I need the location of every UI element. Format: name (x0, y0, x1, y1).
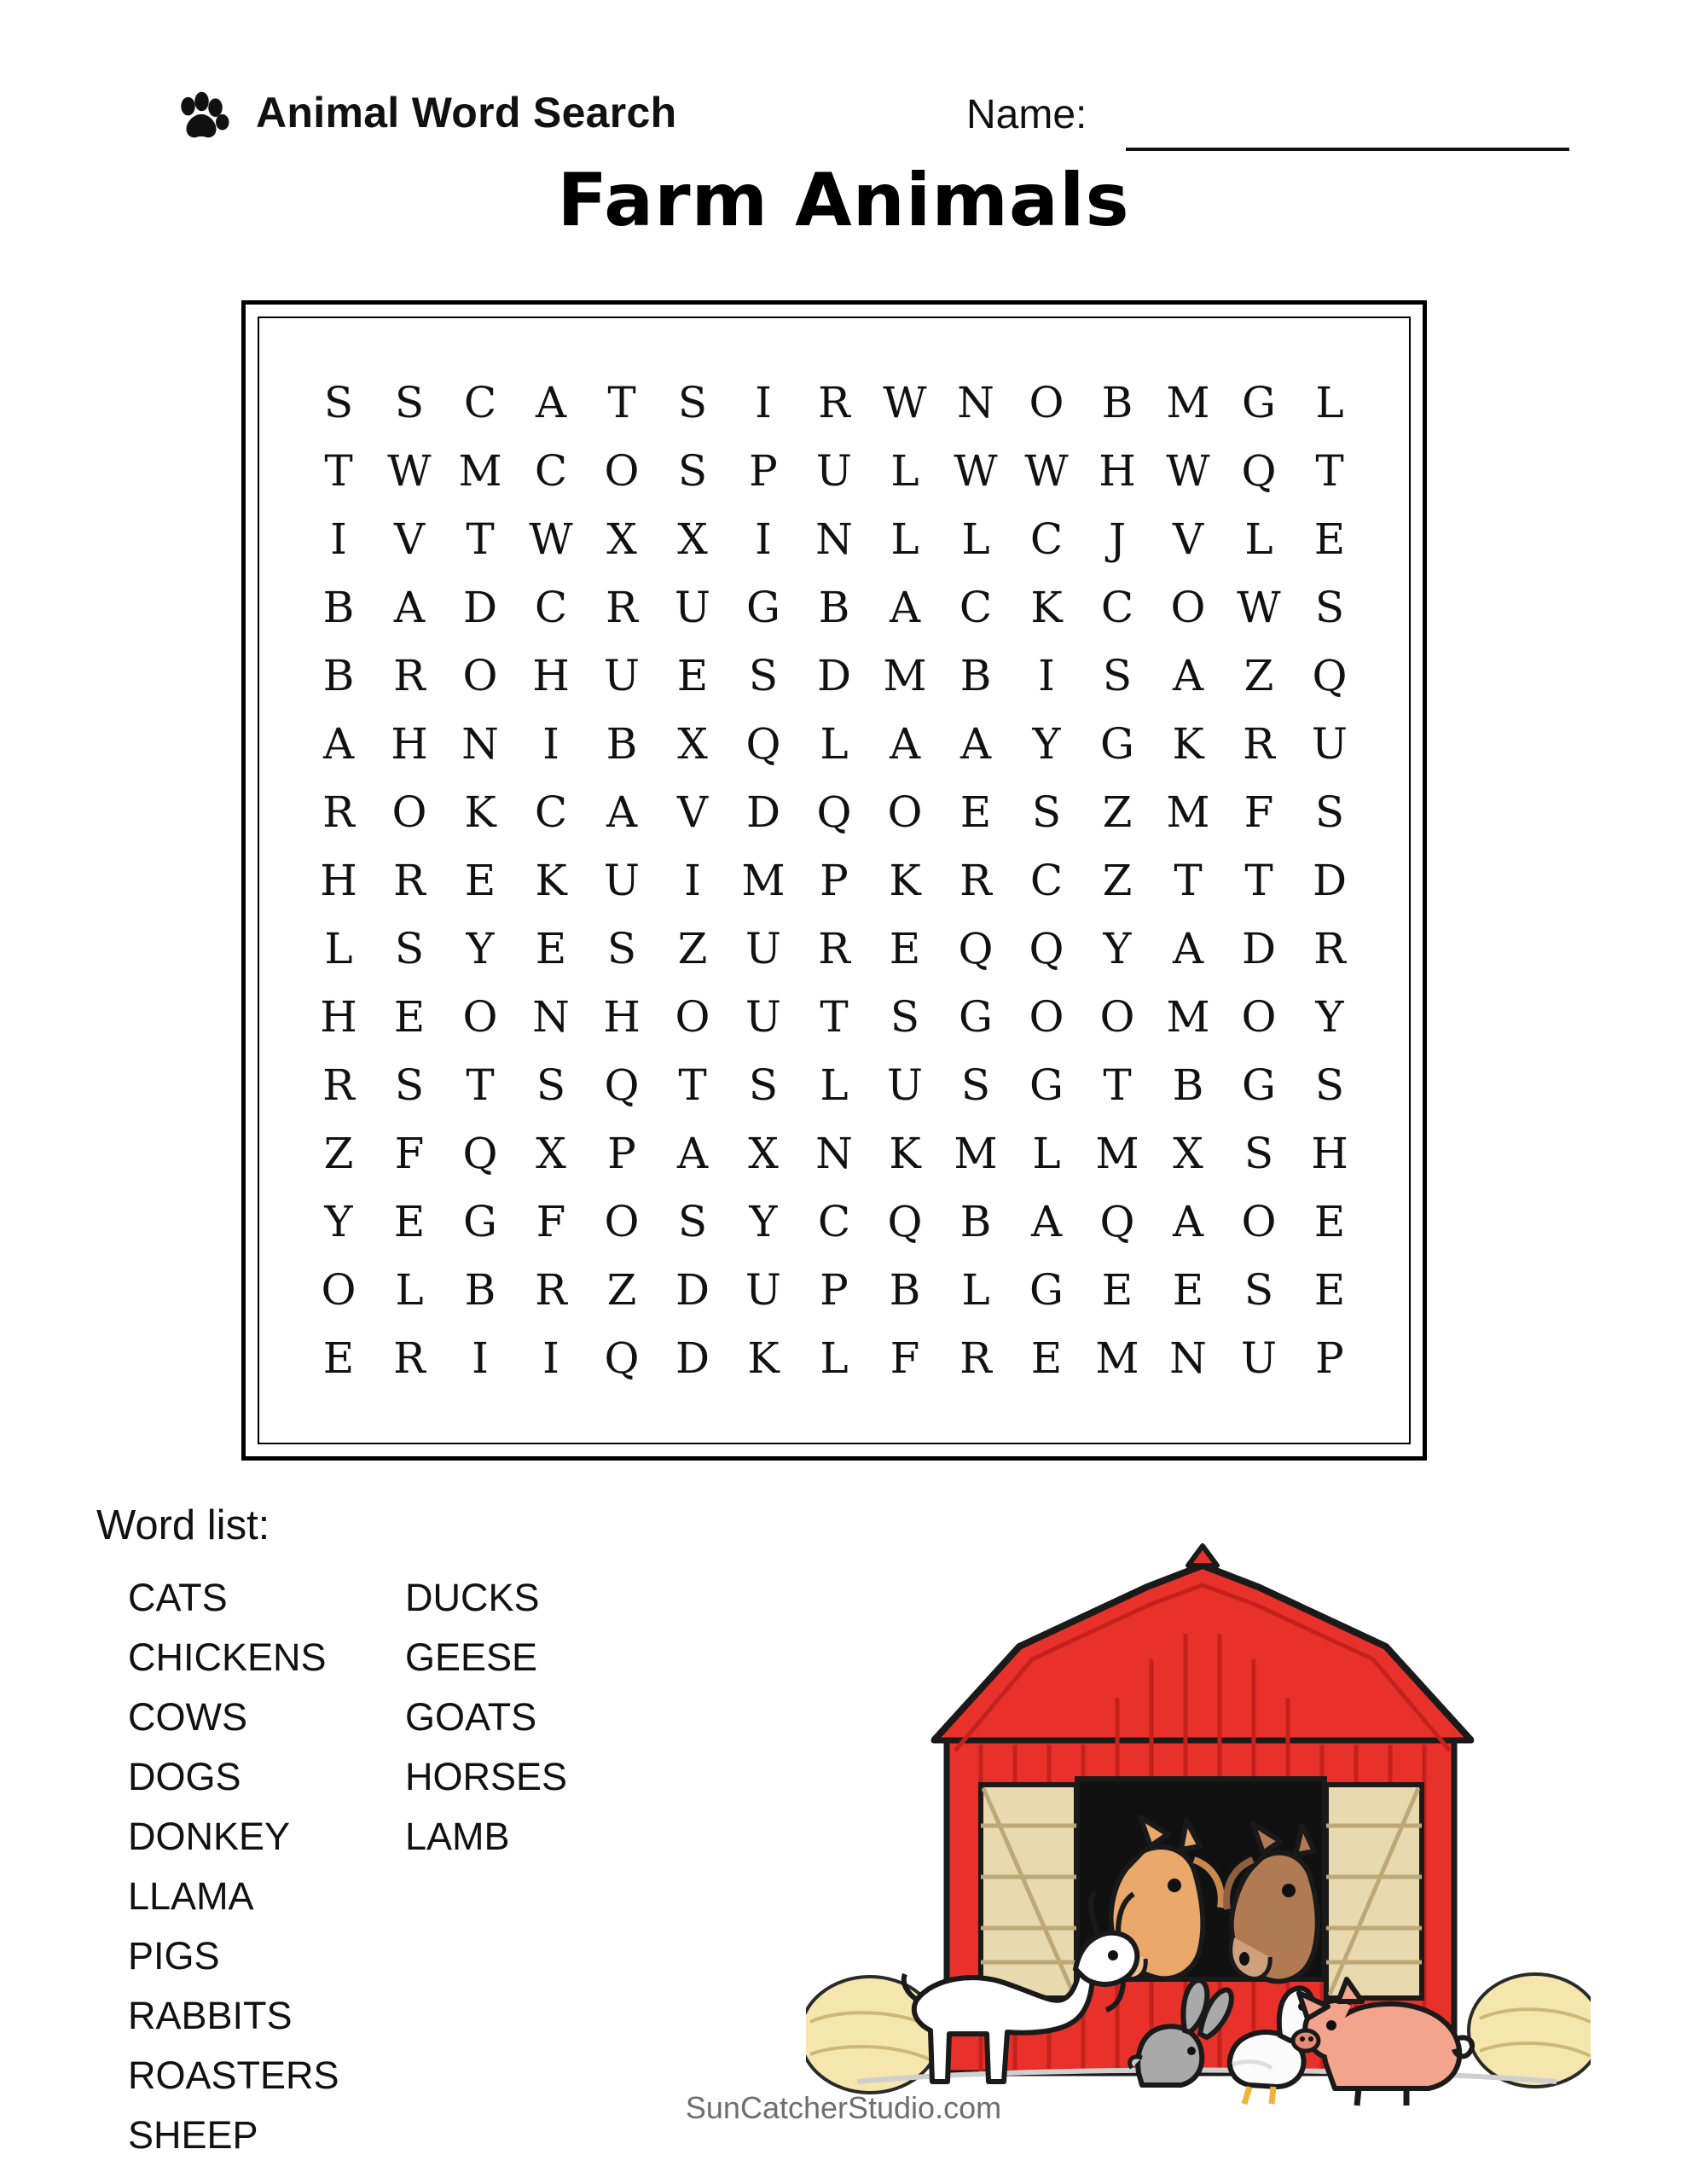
grid-cell[interactable]: L (1244, 514, 1273, 564)
grid-row (304, 1256, 1365, 1324)
grid-cell[interactable]: D (1241, 924, 1277, 973)
word-search-grid-inner (258, 317, 1411, 1444)
grid-cell[interactable]: S (394, 1060, 425, 1110)
word-list-item[interactable]: CHICKENS (128, 1635, 327, 1679)
page-title: Animal Word Search (256, 89, 677, 136)
grid-cell[interactable]: R (818, 378, 850, 427)
grid-row (304, 642, 1365, 710)
grid-row (304, 1324, 1365, 1392)
grid-cell[interactable]: L (324, 924, 353, 973)
grid-cell[interactable]: G (1029, 1265, 1064, 1315)
grid-cell[interactable]: S (606, 924, 637, 973)
grid-cell[interactable]: N (815, 1129, 853, 1178)
grid-cell[interactable]: C (959, 583, 993, 632)
word-list-item[interactable]: LLAMA (128, 1874, 254, 1918)
grid-cell[interactable]: N (461, 719, 499, 769)
grid-row (304, 1119, 1365, 1188)
grid-cell[interactable]: Y (324, 1197, 353, 1246)
grid-cell[interactable]: F (536, 1197, 566, 1246)
grid-cell[interactable]: B (606, 719, 638, 769)
grid-cell[interactable]: S (960, 1060, 991, 1110)
grid-cell[interactable]: X (677, 514, 708, 564)
grid-cell[interactable]: L (820, 1060, 849, 1110)
grid-cell[interactable]: G (1029, 1060, 1064, 1110)
grid-cell[interactable]: Q (887, 1197, 923, 1246)
grid-cell[interactable]: O (462, 651, 498, 700)
grid-cell[interactable]: U (745, 924, 782, 973)
grid-cell[interactable]: A (535, 378, 567, 427)
grid-cell[interactable]: U (745, 992, 782, 1042)
grid-cell[interactable]: E (1101, 1265, 1133, 1315)
word-list-item[interactable]: RABBITS (128, 1994, 293, 2037)
grid-cell[interactable]: X (606, 514, 637, 564)
word-list-heading: Word list: (96, 1502, 270, 1548)
grid-cell[interactable]: E (1030, 1333, 1063, 1383)
grid-cell[interactable]: P (749, 446, 778, 496)
grid-cell[interactable]: D (1312, 856, 1348, 905)
grid-cell[interactable]: N (532, 992, 570, 1042)
grid-cell[interactable]: A (889, 719, 921, 769)
grid-cell[interactable]: S (1314, 1060, 1345, 1110)
grid-cell[interactable]: M (741, 856, 786, 905)
grid-cell[interactable]: X (536, 1129, 566, 1178)
grid-cell[interactable]: O (462, 992, 498, 1042)
grid-cell[interactable]: T (1103, 1060, 1132, 1110)
grid-cell[interactable]: O (1241, 992, 1277, 1042)
grid-cell[interactable]: W (387, 446, 432, 496)
grid-cell[interactable]: K (464, 787, 496, 837)
grid-cell[interactable]: R (818, 924, 850, 973)
grid-cell[interactable]: O (675, 992, 710, 1042)
grid-cell[interactable]: M (1095, 1129, 1139, 1178)
grid-cell[interactable]: S (890, 992, 920, 1042)
name-label: Name: (966, 92, 1087, 137)
grid-cell[interactable]: C (817, 1197, 851, 1246)
grid-cell[interactable]: T (607, 378, 636, 427)
grid-cell[interactable]: C (534, 787, 568, 837)
grid-cell[interactable]: T (466, 1060, 495, 1110)
grid-cell[interactable]: H (1311, 1129, 1348, 1178)
grid-cell[interactable]: K (747, 1333, 780, 1383)
grid-cell[interactable]: S (394, 924, 425, 973)
grid-cell[interactable]: Q (816, 787, 852, 837)
grid-cell[interactable]: O (321, 1265, 357, 1315)
grid-cell[interactable]: E (1313, 1197, 1346, 1246)
grid-cell[interactable]: S (677, 378, 708, 427)
grid-cell[interactable]: B (322, 583, 355, 632)
grid-cell[interactable]: B (322, 651, 355, 700)
grid-cell[interactable]: M (458, 446, 502, 496)
grid-cell[interactable]: B (1172, 1060, 1204, 1110)
grid-cell[interactable]: X (1173, 1129, 1203, 1178)
grid-cell[interactable]: K (535, 856, 567, 905)
grid-cell[interactable]: S (677, 1197, 708, 1246)
grid-cell[interactable]: S (748, 1060, 779, 1110)
grid-row (304, 915, 1365, 983)
grid-cell[interactable]: O (604, 446, 640, 496)
grid-row (304, 778, 1365, 846)
grid-cell[interactable]: P (607, 1129, 636, 1178)
farm-barn-animals-illustration (806, 1484, 1591, 2133)
grid-cell[interactable]: W (1166, 446, 1210, 496)
grid-cell[interactable]: H (603, 992, 641, 1042)
word-list-item[interactable]: DUCKS (405, 1576, 540, 1619)
grid-cell[interactable]: G (463, 1197, 497, 1246)
word-list-item[interactable]: DONKEY (128, 1815, 291, 1858)
grid-cell[interactable]: T (678, 1060, 707, 1110)
grid-cell[interactable]: A (322, 719, 355, 769)
grid-cell[interactable]: K (1030, 583, 1063, 632)
grid-cell[interactable]: I (755, 514, 772, 564)
grid-cell[interactable]: S (1031, 787, 1062, 837)
grid-cell[interactable]: Z (1102, 787, 1133, 837)
grid-cell[interactable]: V (393, 514, 426, 564)
grid-cell[interactable]: T (1174, 856, 1203, 905)
grid-cell[interactable]: L (961, 1265, 990, 1315)
grid-cell[interactable]: W (954, 446, 998, 496)
grid-cell[interactable]: G (959, 992, 993, 1042)
grid-cell[interactable]: Y (1103, 924, 1132, 973)
grid-cell[interactable]: A (959, 719, 992, 769)
grid-cell[interactable]: W (1024, 446, 1069, 496)
grid-cell[interactable]: S (394, 378, 425, 427)
grid-cell[interactable]: R (393, 856, 426, 905)
grid-cell[interactable]: D (675, 1333, 710, 1383)
grid-cell[interactable]: I (472, 1333, 489, 1383)
grid-cell[interactable]: W (529, 514, 573, 564)
grid-cell[interactable]: T (1315, 446, 1344, 496)
grid-row (304, 1051, 1365, 1119)
grid-row (304, 437, 1365, 505)
grid-cell[interactable]: X (677, 719, 708, 769)
grid-cell[interactable]: H (391, 719, 428, 769)
grid-cell[interactable]: E (676, 651, 709, 700)
grid-cell[interactable]: B (1101, 378, 1133, 427)
word-list-item[interactable]: LAMB (405, 1815, 510, 1858)
grid-cell[interactable]: O (604, 1197, 640, 1246)
grid-cell[interactable]: Z (606, 1265, 637, 1315)
grid-cell[interactable]: F (1244, 787, 1274, 837)
grid-cell[interactable]: G (746, 583, 780, 632)
word-list-item[interactable]: COWS (128, 1695, 247, 1739)
grid-cell[interactable]: F (394, 1129, 425, 1178)
grid-cell[interactable]: Y (749, 1197, 778, 1246)
grid-cell[interactable]: Z (1102, 856, 1133, 905)
grid-cell[interactable]: Z (1244, 651, 1274, 700)
grid-cell[interactable]: R (322, 787, 355, 837)
page-header (0, 47, 1687, 137)
grid-cell[interactable]: E (393, 1197, 426, 1246)
grid-cell[interactable]: I (684, 856, 701, 905)
grid-cell[interactable]: P (1315, 1333, 1344, 1383)
grid-cell[interactable]: S (1102, 651, 1133, 700)
grid-cell[interactable]: L (1315, 378, 1344, 427)
grid-cell[interactable]: M (1166, 787, 1210, 837)
grid-cell[interactable]: K (889, 1129, 921, 1178)
grid-row (304, 710, 1365, 778)
grid-cell[interactable]: L (890, 514, 919, 564)
word-list (128, 1568, 913, 2165)
grid-cell[interactable]: E (1313, 1265, 1346, 1315)
grid-cell[interactable]: E (889, 924, 921, 973)
grid-cell[interactable]: H (532, 651, 570, 700)
grid-cell[interactable]: S (1244, 1129, 1274, 1178)
word-list-item[interactable]: CATS (128, 1576, 228, 1619)
grid-cell[interactable]: M (1166, 378, 1210, 427)
grid-cell[interactable]: R (1243, 719, 1275, 769)
word-search-grid-frame (241, 300, 1427, 1461)
grid-cell[interactable]: L (890, 446, 919, 496)
grid-cell[interactable]: Q (604, 1060, 640, 1110)
grid-cell[interactable]: N (815, 514, 853, 564)
word-list-item[interactable]: HORSES (405, 1755, 568, 1798)
grid-cell[interactable]: A (1172, 651, 1204, 700)
grid-cell[interactable]: S (748, 651, 779, 700)
grid-cell[interactable]: U (886, 1060, 924, 1110)
grid-cell[interactable]: M (954, 1129, 998, 1178)
grid-cell[interactable]: W (1237, 583, 1281, 632)
grid-cell[interactable]: V (676, 787, 709, 837)
grid-cell[interactable]: M (1095, 1333, 1139, 1383)
grid-cell[interactable]: Q (1029, 924, 1064, 973)
grid-cell[interactable]: R (1313, 924, 1346, 973)
grid-cell[interactable]: A (676, 1129, 709, 1178)
grid-cell[interactable]: D (745, 787, 781, 837)
grid-cell[interactable]: T (820, 992, 849, 1042)
grid-cell[interactable]: B (818, 583, 850, 632)
grid-cell[interactable]: W (883, 378, 927, 427)
grid-cell[interactable]: U (603, 856, 641, 905)
grid-cell[interactable]: K (889, 856, 921, 905)
grid-cell[interactable]: U (674, 583, 711, 632)
grid-cell[interactable]: Z (677, 924, 708, 973)
grid-cell[interactable]: O (1029, 992, 1064, 1042)
grid-cell[interactable]: E (464, 856, 496, 905)
grid-cell[interactable]: A (1030, 1197, 1063, 1246)
grid-cell[interactable]: U (603, 651, 641, 700)
grid-cell[interactable]: Q (462, 1129, 498, 1178)
grid-cell[interactable]: R (959, 856, 992, 905)
grid-cell[interactable]: S (677, 446, 708, 496)
grid-cell[interactable]: G (1242, 378, 1276, 427)
grid-cell[interactable]: Y (1032, 719, 1061, 769)
grid-cell[interactable]: H (320, 856, 357, 905)
grid-row (304, 369, 1365, 437)
grid-cell[interactable]: U (815, 446, 853, 496)
word-search-grid (304, 369, 1365, 1392)
grid-cell[interactable]: L (820, 719, 849, 769)
grid-cell[interactable]: B (959, 1197, 992, 1246)
grid-cell[interactable]: L (1032, 1129, 1061, 1178)
grid-cell[interactable]: S (1314, 787, 1345, 837)
grid-row (304, 573, 1365, 642)
grid-cell[interactable]: C (534, 446, 568, 496)
grid-cell[interactable]: O (391, 787, 427, 837)
grid-cell[interactable]: P (820, 856, 849, 905)
word-list-item[interactable]: GEESE (405, 1635, 538, 1679)
grid-cell[interactable]: D (816, 651, 852, 700)
grid-cell[interactable]: I (330, 514, 347, 564)
grid-cell[interactable]: E (959, 787, 992, 837)
grid-cell[interactable]: Q (958, 924, 994, 973)
grid-cell[interactable]: N (1169, 1333, 1207, 1383)
word-list-column (128, 1568, 405, 1867)
grid-cell[interactable]: O (1099, 992, 1135, 1042)
grid-cell[interactable]: A (889, 583, 921, 632)
grid-row (304, 505, 1365, 573)
grid-cell[interactable]: U (1240, 1333, 1278, 1383)
grid-cell[interactable]: P (820, 1265, 849, 1315)
grid-cell[interactable]: D (675, 1265, 710, 1315)
grid-cell[interactable]: O (887, 787, 923, 837)
grid-cell[interactable]: C (1029, 514, 1064, 564)
grid-cell[interactable]: I (542, 719, 559, 769)
grid-cell[interactable]: Q (745, 719, 781, 769)
grid-row (304, 983, 1365, 1051)
grid-cell[interactable]: Q (604, 1333, 640, 1383)
grid-cell[interactable]: M (883, 651, 927, 700)
grid-cell[interactable]: O (1029, 378, 1064, 427)
grid-cell[interactable]: E (393, 992, 426, 1042)
grid-cell[interactable]: F (890, 1333, 920, 1383)
grid-cell[interactable]: C (1100, 583, 1134, 632)
grid-cell[interactable]: R (959, 1333, 992, 1383)
word-list-item[interactable]: PIGS (128, 1934, 220, 1978)
grid-cell[interactable]: O (1241, 1197, 1277, 1246)
grid-cell[interactable]: C (1029, 856, 1064, 905)
grid-cell[interactable]: A (606, 787, 638, 837)
grid-cell[interactable]: G (1242, 1060, 1276, 1110)
grid-cell[interactable]: C (534, 583, 568, 632)
grid-cell[interactable]: E (1313, 514, 1346, 564)
grid-cell[interactable]: B (889, 1265, 921, 1315)
grid-cell[interactable]: B (464, 1265, 496, 1315)
grid-cell[interactable]: T (1244, 856, 1273, 905)
grid-cell[interactable]: Y (466, 924, 495, 973)
grid-cell[interactable]: C (463, 378, 497, 427)
grid-row (304, 846, 1365, 915)
grid-cell[interactable]: L (961, 514, 990, 564)
grid-cell[interactable]: U (745, 1265, 782, 1315)
grid-cell[interactable]: R (393, 1333, 426, 1383)
grid-cell[interactable]: K (1172, 719, 1204, 769)
word-list-item[interactable]: GOATS (405, 1695, 537, 1739)
grid-cell[interactable]: I (755, 378, 772, 427)
grid-cell[interactable]: R (606, 583, 638, 632)
word-list-item[interactable]: SHEEP (128, 2113, 258, 2157)
grid-cell[interactable]: V (1172, 514, 1204, 564)
footer-credit: SunCatcherStudio.com (685, 2090, 1002, 2125)
grid-cell[interactable]: T (466, 514, 495, 564)
paw-print-icon (173, 90, 229, 146)
grid-cell[interactable]: M (1166, 992, 1210, 1042)
grid-cell[interactable]: I (542, 1333, 559, 1383)
grid-cell[interactable]: N (957, 378, 994, 427)
grid-cell[interactable]: G (1100, 719, 1134, 769)
word-list-column (405, 1568, 652, 1867)
grid-cell[interactable]: Z (323, 1129, 354, 1178)
grid-cell[interactable]: Q (1099, 1197, 1135, 1246)
grid-cell[interactable]: A (393, 583, 426, 632)
word-list-item[interactable]: ROASTERS (128, 2053, 339, 2097)
grid-cell[interactable]: B (959, 651, 992, 700)
grid-cell[interactable]: L (820, 1333, 849, 1383)
grid-cell[interactable]: R (535, 1265, 567, 1315)
grid-row (304, 1188, 1365, 1256)
grid-cell[interactable]: A (1172, 1197, 1204, 1246)
grid-cell[interactable]: L (395, 1265, 424, 1315)
grid-cell[interactable]: S (323, 378, 354, 427)
grid-cell[interactable]: D (462, 583, 498, 632)
grid-cell[interactable]: Q (1312, 651, 1348, 700)
name-write-line (1126, 148, 1569, 151)
grid-cell[interactable]: S (536, 1060, 566, 1110)
grid-cell[interactable]: H (1099, 446, 1136, 496)
grid-cell[interactable]: H (320, 992, 357, 1042)
grid-cell[interactable]: E (322, 1333, 355, 1383)
grid-cell[interactable]: O (1170, 583, 1206, 632)
grid-cell[interactable]: A (1172, 924, 1204, 973)
word-list-item[interactable]: DOGS (128, 1755, 241, 1798)
grid-cell[interactable]: Y (1315, 992, 1344, 1042)
grid-cell[interactable]: R (393, 651, 426, 700)
grid-cell[interactable]: E (1172, 1265, 1204, 1315)
grid-cell[interactable]: I (1038, 651, 1055, 700)
grid-cell[interactable]: T (324, 446, 353, 496)
grid-cell[interactable]: X (748, 1129, 779, 1178)
grid-cell[interactable]: R (322, 1060, 355, 1110)
grid-cell[interactable]: Q (1241, 446, 1277, 496)
grid-cell[interactable]: J (1108, 514, 1127, 564)
puzzle-title: Farm Animals (557, 158, 1130, 243)
grid-cell[interactable]: U (1311, 719, 1348, 769)
grid-cell[interactable]: S (1244, 1265, 1274, 1315)
grid-cell[interactable]: S (1314, 583, 1345, 632)
grid-cell[interactable]: E (535, 924, 567, 973)
